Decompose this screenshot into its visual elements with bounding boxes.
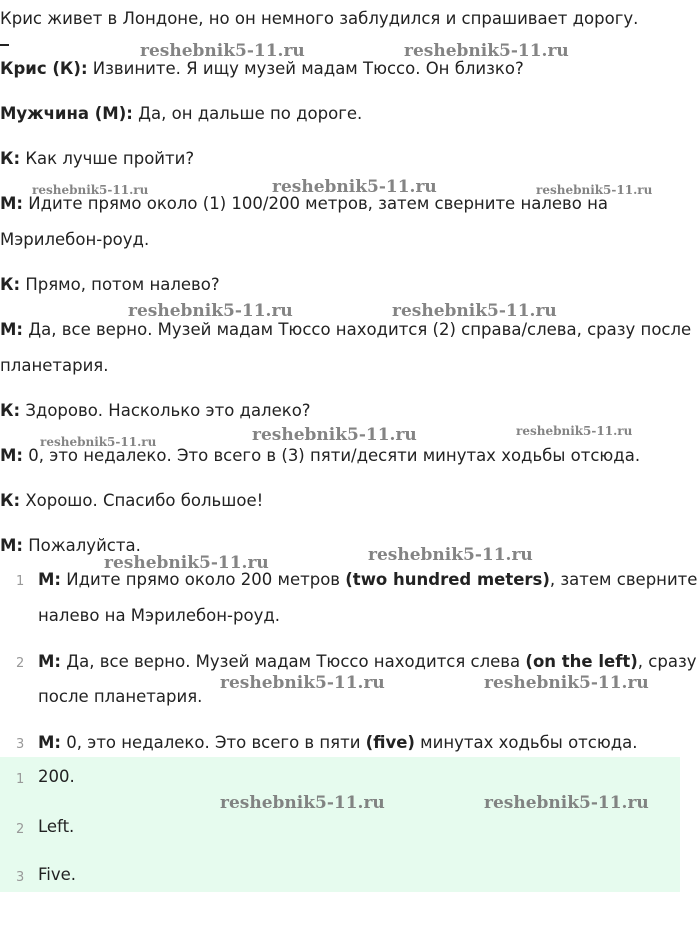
watermark: reshebnik5-11.ru — [128, 301, 293, 321]
speaker-label: М: — [0, 446, 24, 465]
dialogue-text: Хорошо. Спасибо большое! — [20, 491, 264, 510]
dialogue-text: 0, это недалеко. Это всего в (3) пяти/десяти минутах ходьбы отсюда. — [23, 446, 641, 465]
watermark: reshebnik5-11.ru — [140, 41, 305, 61]
watermark: reshebnik5-11.ru — [32, 183, 149, 197]
translation-bold: (five) — [365, 733, 415, 752]
watermark: reshebnik5-11.ru — [392, 301, 557, 321]
solution-text — [38, 651, 697, 673]
speaker-label: Крис (К): — [0, 59, 88, 78]
answer-text: 200. — [38, 767, 75, 786]
dialogue-text: Прямо, потом налево? — [20, 275, 220, 294]
speaker-label: М: — [38, 570, 62, 589]
item-number: 3 — [16, 737, 25, 752]
speaker-label: М: — [0, 194, 24, 213]
dialogue-text: Мэрилебон-роуд. — [0, 230, 150, 249]
watermark: reshebnik5-11.ru — [220, 673, 385, 693]
speaker-label: М: — [0, 320, 24, 339]
dialogue-line — [0, 400, 311, 422]
dialogue-text: Да, все верно. Музей мадам Тюссо находится (2) справа/слева, сразу после — [23, 320, 692, 339]
divider-mark — [0, 44, 9, 46]
speaker-label: М: — [38, 733, 62, 752]
dialogue-text: планетария. — [0, 356, 109, 375]
text-part: , сразу — [637, 652, 697, 671]
text-part: Да, все верно. Музей мадам Тюссо находится слева — [61, 652, 526, 671]
watermark: reshebnik5-11.ru — [272, 177, 437, 197]
dialogue-line — [0, 355, 108, 377]
answer-text: Five. — [38, 865, 77, 884]
watermark: reshebnik5-11.ru — [368, 545, 533, 565]
dialogue-line — [0, 490, 263, 512]
dialogue-text: Извините. Я ищу музей мадам Тюссо. Он близко? — [87, 59, 524, 78]
answer-number: 1 — [16, 772, 25, 787]
watermark: reshebnik5-11.ru — [484, 673, 649, 693]
speaker-label: М: — [0, 536, 24, 555]
speaker-label: К: — [0, 275, 21, 294]
dialogue-line — [0, 274, 220, 296]
watermark: reshebnik5-11.ru — [404, 41, 569, 61]
speaker-label: К: — [0, 401, 21, 420]
intro-text: Крис живет в Лондоне, но он немного заблудился и спрашивает дорогу. — [0, 9, 639, 28]
text-part: 0, это недалеко. Это всего в пяти — [61, 733, 366, 752]
answer-text: Left. — [38, 817, 75, 836]
solution-text-continued: после планетария. — [38, 687, 203, 706]
watermark: reshebnik5-11.ru — [252, 425, 417, 445]
text-part: Идите прямо около 200 метров — [61, 570, 346, 589]
dialogue-text: Как лучше пройти? — [20, 149, 195, 168]
speaker-label: К: — [0, 149, 21, 168]
dialogue-text: Идите прямо около (1) 100/200 метров, затем сверните налево на — [23, 194, 609, 213]
translation-bold: (on the left) — [525, 652, 638, 671]
dialogue-line — [0, 103, 362, 125]
speaker-label: К: — [0, 491, 21, 510]
watermark: reshebnik5-11.ru — [484, 793, 649, 813]
dialogue-line — [0, 229, 149, 251]
watermark: reshebnik5-11.ru — [220, 793, 385, 813]
dialogue-text: Да, он дальше по дороге. — [132, 104, 363, 123]
answer-number: 3 — [16, 870, 25, 885]
watermark: reshebnik5-11.ru — [104, 553, 269, 573]
watermark: reshebnik5-11.ru — [516, 424, 633, 438]
dialogue-line — [0, 319, 691, 341]
solution-text-continued: налево на Мэрилебон-роуд. — [38, 606, 280, 625]
dialogue-line — [0, 148, 194, 170]
item-number: 1 — [16, 574, 25, 589]
text-part: , затем сверните — [549, 570, 697, 589]
dialogue-text: Здорово. Насколько это далеко? — [20, 401, 311, 420]
answers-panel — [0, 757, 680, 892]
item-number: 2 — [16, 656, 25, 671]
translation-bold: (two hundred meters) — [345, 570, 550, 589]
watermark: reshebnik5-11.ru — [536, 183, 653, 197]
solution-text — [38, 732, 678, 754]
speaker-label: Мужчина (М): — [0, 104, 133, 123]
answer-number: 2 — [16, 822, 25, 837]
text-part: минутах ходьбы отсюда. — [414, 733, 638, 752]
dialogue-text: Пожалуйста. — [23, 536, 141, 555]
speaker-label: М: — [38, 652, 62, 671]
watermark: reshebnik5-11.ru — [40, 435, 157, 449]
